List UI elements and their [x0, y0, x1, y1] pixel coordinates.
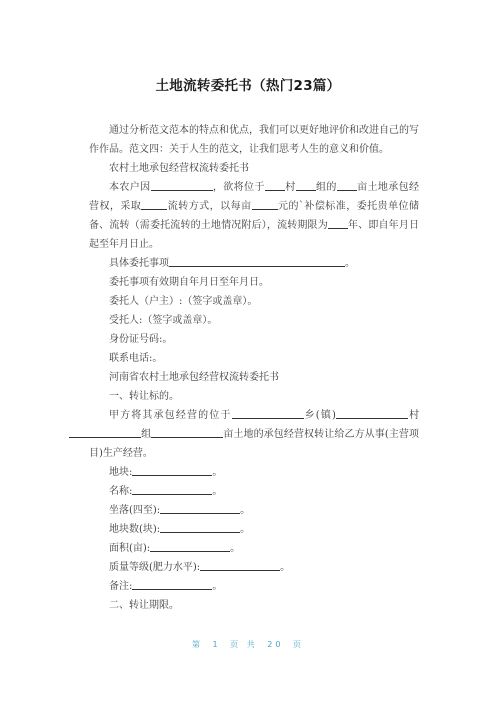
- field-line-count: 地块数(块): 。: [89, 520, 419, 539]
- blank-method[interactable]: [141, 198, 167, 210]
- field-line-notes: 备注: 。: [89, 577, 419, 596]
- document-title: 土地流转委托书（热门23篇）: [155, 78, 341, 94]
- id-number-line: 身份证号码:。: [109, 334, 173, 345]
- blank-village[interactable]: [265, 179, 285, 191]
- field-line-location: 坐落(四至): 。: [89, 501, 419, 520]
- document-body: [89, 121, 419, 615]
- blank-field-area[interactable]: [150, 540, 230, 552]
- phone-line: 联系电话:。: [109, 353, 163, 364]
- blank-group[interactable]: [296, 179, 316, 191]
- footer-page-word: 第: [191, 640, 203, 649]
- blank-area2[interactable]: [151, 426, 223, 438]
- footer-page-of: 页 共: [230, 640, 258, 649]
- blank-field-plot[interactable]: [132, 464, 212, 476]
- item-line: 具体委托事项 。: [89, 254, 419, 273]
- footer-page-number: 1: [212, 640, 221, 649]
- validity-line: 委托事项有效期自年月日至年月日。: [109, 277, 269, 288]
- agent-line: 受托人:（签字或盖章）。: [109, 315, 218, 326]
- blank-area[interactable]: [337, 179, 357, 191]
- blank-field-name[interactable]: [132, 483, 212, 495]
- intro-paragraph: 通过分析范文范本的特点和优点，我们可以更好地评价和改进自己的写作作品。范文四：关于人生的范文，让我们思考人生的意义和价值。: [89, 125, 419, 155]
- blank-field-notes[interactable]: [132, 578, 212, 590]
- blank-item[interactable]: [169, 255, 345, 267]
- section2-title: 河南省农村土地承包经营权流转委托书: [109, 372, 279, 383]
- section1-main-paragraph: 本农户因 ，欲将位于 村 组的 亩土地承包经营权，采取 流转方式，以每亩 元的`补偿标准，委托贵单位储备、流转（需委托流转的土地情况附后），流转期限为 年、即自年月日起至年月日止。: [89, 178, 419, 254]
- blank-field-count[interactable]: [160, 521, 240, 533]
- section2-heading-2: 二、转让期限。: [109, 600, 179, 611]
- section2-transfer-paragraph: 甲方将其承包经营的位于 乡(镇) 村组 亩土地的承包经营权转让给乙方从事(主营项目)生产经营。: [89, 406, 419, 463]
- blank-group2[interactable]: [69, 426, 141, 438]
- blank-field-location[interactable]: [160, 502, 240, 514]
- blank-reason[interactable]: [151, 179, 213, 191]
- principal-line: 委托人（户主）:（签字或盖章）。: [109, 296, 258, 307]
- page-footer: [0, 639, 496, 650]
- blank-price[interactable]: [252, 198, 278, 210]
- blank-village2[interactable]: [336, 407, 408, 419]
- field-line-name: 名称: 。: [89, 482, 419, 501]
- field-line-plot: 地块: 。: [89, 463, 419, 482]
- field-line-quality: 质量等级(肥力水平): 。: [89, 558, 419, 577]
- blank-township[interactable]: [232, 407, 304, 419]
- section1-title: 农村土地承包经营权流转委托书: [109, 163, 249, 174]
- blank-years[interactable]: [328, 217, 348, 229]
- field-line-area: 面积(亩): 。: [89, 539, 419, 558]
- footer-page-unit: 页: [293, 640, 304, 649]
- section2-heading-1: 一、转让标的。: [109, 391, 179, 402]
- footer-page-total: 20: [267, 640, 284, 649]
- blank-field-quality[interactable]: [200, 559, 280, 571]
